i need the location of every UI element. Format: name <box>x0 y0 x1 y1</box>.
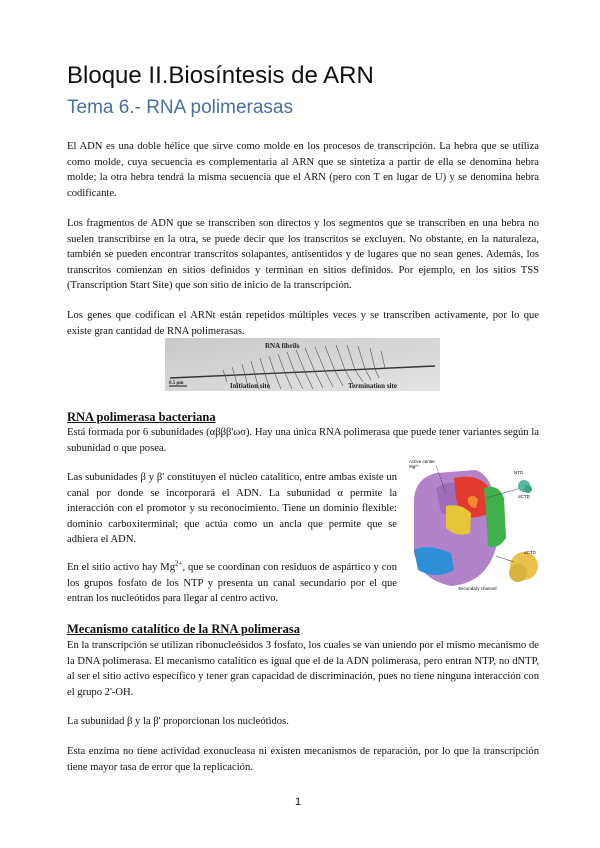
active-site-text-a: En el sitio activo hay Mg <box>67 562 175 573</box>
section-heading-catalytic-mechanism: Mecanismo catalítico de la RNA polimerasa <box>67 622 300 636</box>
paragraph-ribonucleosides: En la transcripción se utilizan ribonucleósidos 3 fosfato, los cuales se van uniendo por el mismo mecanismo de la DNA polimerasa. El mecanismo catalítico es igual que el de la ADN polimerasa, pero entran NTP, no dNTP, al ser el sitio activo específico y tener gran capacidad de discriminación, pues no tiene ninguna interacción con el grupo 2'-OH. <box>67 640 539 698</box>
section-heading-bacterial-polymerase: RNA polimerasa bacteriana <box>67 410 216 424</box>
em-label-termination: Termination site <box>348 382 397 390</box>
active-site-text-b: , que se coordinan con residuos de aspártico y con los grupos fosfato de los NTP y presenta un canal secundario por el que entran los nucleótidos para llegar al centro activo. <box>67 562 397 605</box>
em-figure-rna-fibrils <box>165 338 440 391</box>
em-scale-label: 0.5 μm <box>169 381 184 386</box>
paragraph-beta-subunits: La subunidad β y la β' proporcionan los nucleótidos. <box>67 716 289 727</box>
polymerase-structure-figure <box>406 458 544 593</box>
page-subtitle: Tema 6.- RNA polimerasas <box>67 97 293 118</box>
em-label-fibrils: RNA fibrils <box>265 342 300 350</box>
structure-label-mg: Mg²⁺ <box>409 464 420 469</box>
paragraph-active-site <box>67 560 397 607</box>
structure-label-active-center: Active center <box>409 459 436 464</box>
paragraph-trna-genes: Los genes que codifican el ARNt están repetidos múltiples veces y se transcriben activamente, por lo que existe gran cantidad de RNA polimerasas. <box>67 310 539 337</box>
mg-charge: 2+ <box>175 559 183 568</box>
structure-label-bottom: Secondary channel <box>458 586 497 591</box>
structure-label-ctd1: αCTD <box>518 494 530 499</box>
page-number: 1 <box>295 796 302 808</box>
paragraph-transcripts: Los fragmentos de ADN que se transcriben son directos y los segmentos que se transcriben en una hebra no suelen transcribirse en la otra, se puede decir que los transcritos se excluyen. No obstante, en la naturaleza, también se pueden encontrar transcritos solapantes, antisentidos y de lugares que no sean genes. Además, los transcritos comienzan en sitios definidos y terminan en sitios definidos. Por ejemplo, en los sitios TSS (Transcription Start Site) que son sitio de inicio de la transcripción. <box>67 218 539 292</box>
em-micrograph <box>165 338 440 391</box>
em-label-initiation: Initiation site <box>230 382 270 390</box>
paragraph-dna-template: El ADN es una doble hélice que sirve como molde en los procesos de transcripción. La hebra que se utiliza como molde, cuya secuencia es complementaria al ARN que se sintetiza a partir de ella se denomina hebra molde; la otra hebra tendrá la misma secuencia que el ARN (pero con T en lugar de U) y se denomina hebra codificante. <box>67 141 539 199</box>
page-title: Bloque II.Biosíntesis de ARN <box>67 62 374 89</box>
paragraph-exonuclease: Esta enzima no tiene actividad exonucleasa ni existen mecanismos de reparación, por lo que la transcripción tiene mayor tasa de error que la replicación. <box>67 746 539 773</box>
polymerase-structure <box>406 458 544 593</box>
paragraph-catalytic-core: Las subunidades β y β' constituyen el núcleo catalítico, entre ambas existe un canal por donde se incorporará el ADN. La subunidad α permite la interacción con el promotor y su reconocimiento. Tiene un dominio flexible: dominio carboxiterminal; que actúa como un ancla que permite que se adhiera el ADN. <box>67 472 397 546</box>
paragraph-subunits: Está formada por 6 subunidades (αβββ'ωσ). Hay una única RNA polimerasa que puede tener variantes según la subunidad σ que posea. <box>67 427 539 454</box>
structure-label-top: NTD <box>514 470 524 475</box>
structure-label-ctd2: αCTD <box>524 550 536 555</box>
